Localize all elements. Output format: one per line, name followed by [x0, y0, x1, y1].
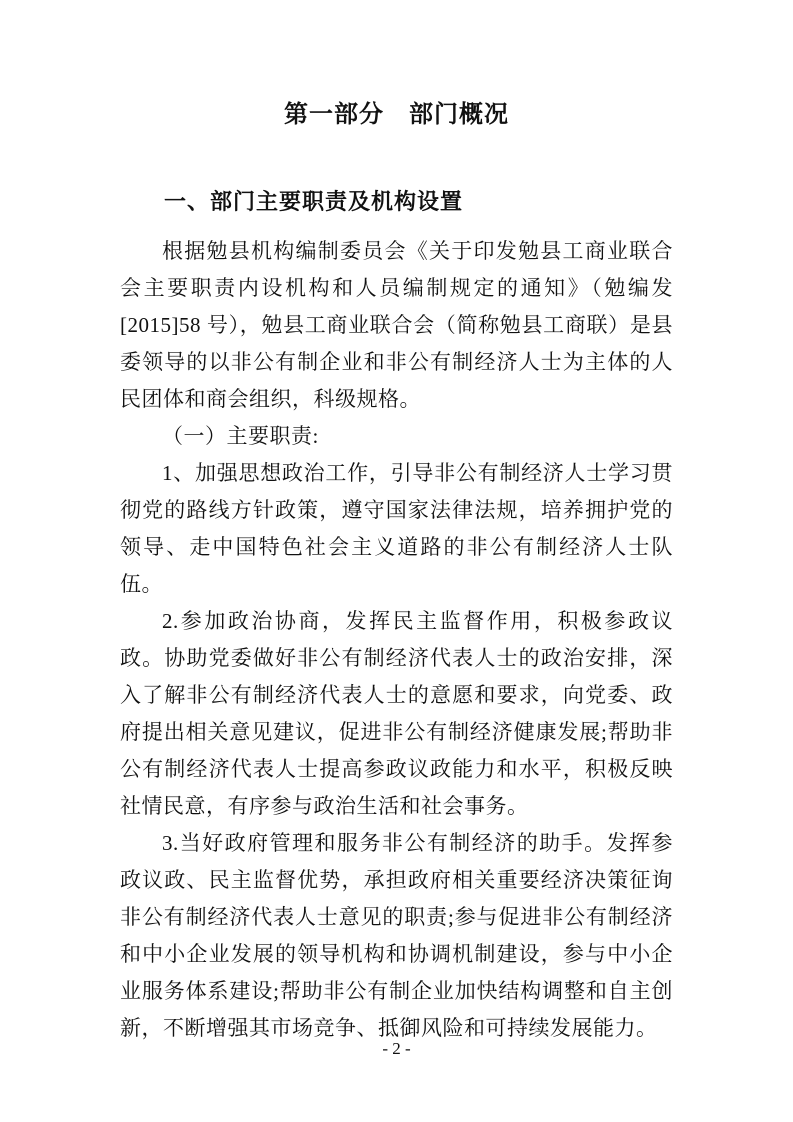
- paragraph: 根据勉县机构编制委员会《关于印发勉县工商业联合会主要职责内设机构和人员编制规定的通知》（勉编发[2015]58 号），勉县工商业联合会（简称勉县工商联）是县委领导的以非公有制企业和非公有制经济人士为主体的人民团体和商会组织，科级规格。: [120, 239, 673, 411]
- paragraph: （一）主要职责:: [162, 424, 319, 448]
- paragraph: 2.参加政治协商，发挥民主监督作用，积极参政议政。协助党委做好非公有制经济代表人士的政治安排，深入了解非公有制经济代表人士的意愿和要求，向党委、政府提出相关意见建议，促进非公有制经济健康发展;帮助非公有制经济代表人士提高参政议政能力和水平，积极反映社情民意，有序参与政治生活和社会事务。: [120, 609, 673, 818]
- document-title: 第一部分 部门概况: [284, 101, 509, 128]
- document-body: [120, 233, 673, 1047]
- page-content: [120, 0, 673, 1047]
- paragraph: 1、加强思想政治工作，引导非公有制经济人士学习贯彻党的路线方针政策，遵守国家法律法规，培养拥护党的领导、走中国特色社会主义道路的非公有制经济人士队伍。: [120, 461, 673, 596]
- paragraph: 3.当好政府管理和服务非公有制经济的助手。发挥参政议政、民主监督优势，承担政府相关重要经济决策征询非公有制经济代表人士意见的职责;参与促进非公有制经济和中小企业发展的领导机构和协调机制建设，参与中小企业服务体系建设;帮助非公有制企业加快结构调整和自主创新，不断增强其市场竞争、抵御风险和可持续发展能力。: [120, 831, 673, 1040]
- section-heading: 一、部门主要职责及机构设置: [164, 189, 464, 214]
- page-number: - 2 -: [382, 1039, 411, 1058]
